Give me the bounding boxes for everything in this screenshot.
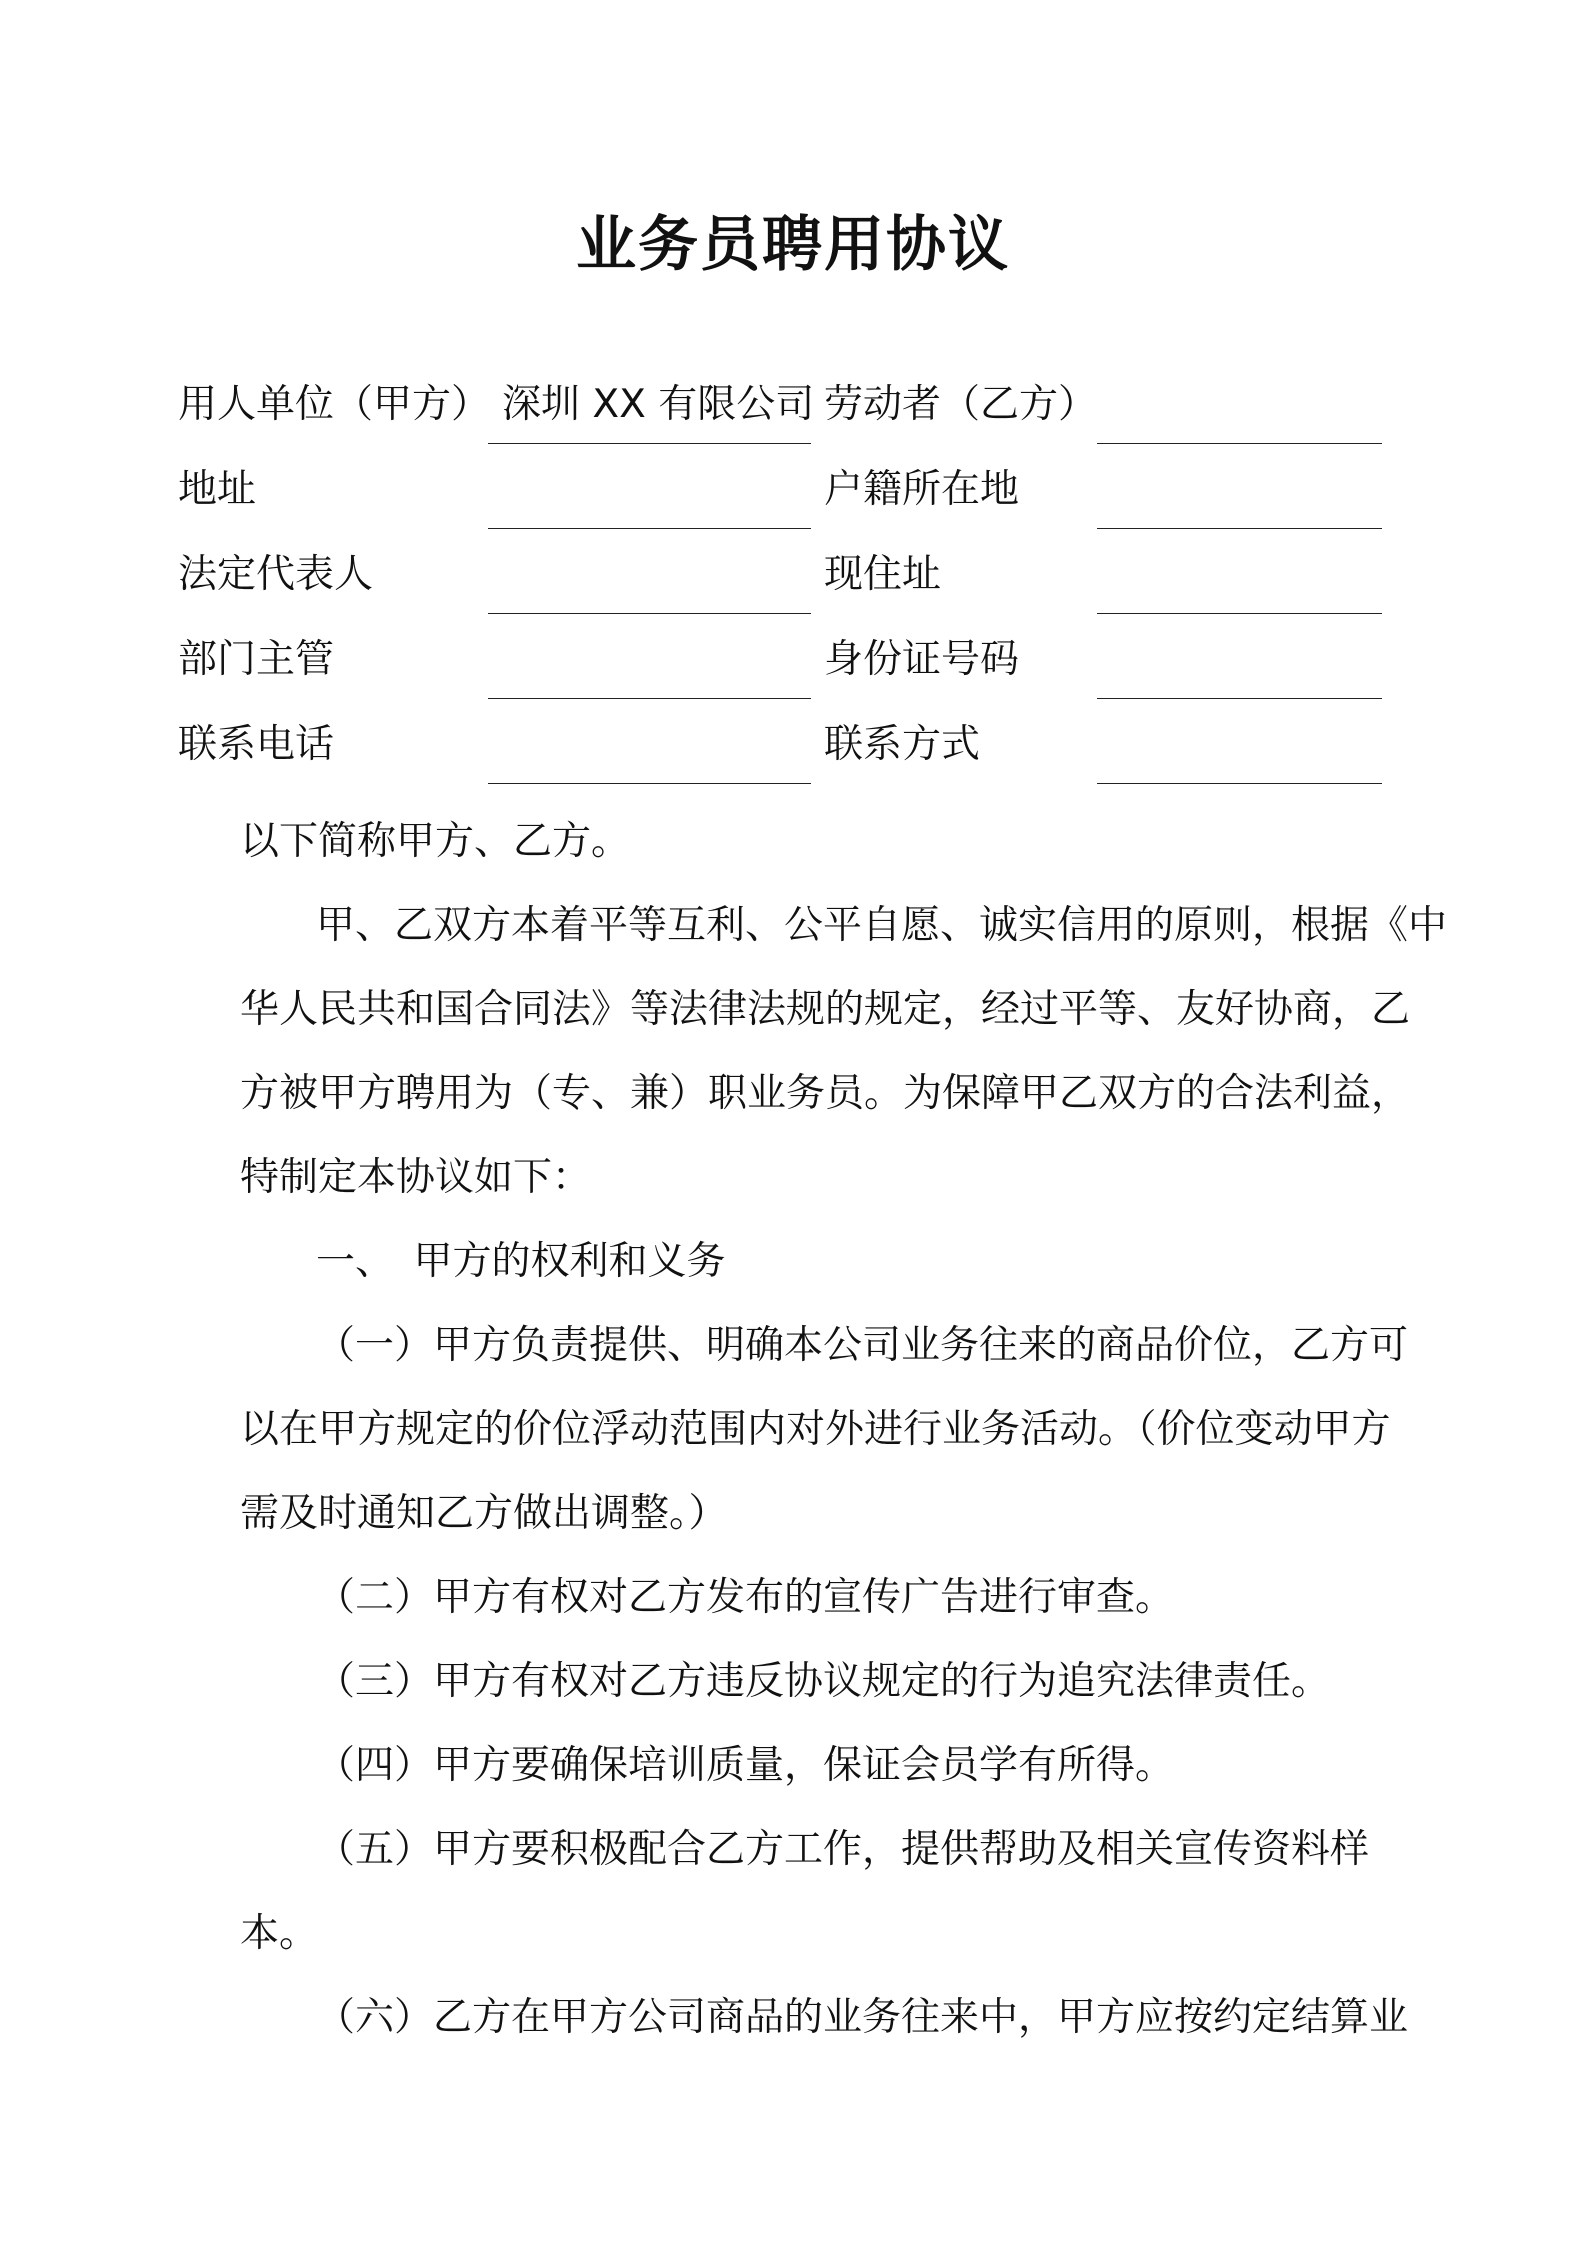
paragraph-line: 甲、乙双方本着平等互利、公平自愿、诚实信用的原则，根据《中 (316, 903, 1448, 948)
field-label: 法定代表人 (178, 552, 374, 597)
field-label: 劳动者（乙方） (824, 382, 1098, 427)
paragraph-line: 方被甲方聘用为（专、兼）职业务员。为保障甲乙双方的合法利益， (240, 1071, 1411, 1116)
paragraph-line: 特制定本协议如下： (240, 1155, 592, 1200)
section-heading: 一、 甲方的权利和义务 (316, 1239, 726, 1284)
paragraph-line: （六）乙方在甲方公司商品的业务往来中，甲方应按约定结算业 (316, 1995, 1409, 2040)
info-row (178, 450, 1384, 535)
info-row (178, 535, 1384, 620)
paragraph-line: 以下简称甲方、乙方。 (240, 819, 631, 864)
fill-in-line (488, 613, 811, 614)
paragraph-line: （五）甲方要积极配合乙方工作，提供帮助及相关宣传资料样 (316, 1827, 1370, 1872)
field-label: 用人单位（甲方） (178, 382, 491, 427)
paragraph-line: 华人民共和国合同法》等法律法规的规定，经过平等、友好协商，乙 (240, 987, 1411, 1032)
fill-in-line (1097, 443, 1382, 444)
fill-in-line (1097, 528, 1382, 529)
paragraph-line: （二）甲方有权对乙方发布的宣传广告进行审查。 (316, 1575, 1175, 1620)
fill-in-line (488, 528, 811, 529)
agreement-body (240, 800, 1448, 2060)
paragraph-line: 需及时通知乙方做出调整。） (240, 1491, 728, 1536)
info-row (178, 365, 1384, 450)
field-value: 深圳 XX 有限公司 (502, 382, 815, 427)
fill-in-line (1097, 698, 1382, 699)
paragraph-line: （四）甲方要确保培训质量，保证会员学有所得。 (316, 1743, 1175, 1788)
fill-in-line (488, 698, 811, 699)
fill-in-line (488, 443, 811, 444)
field-label: 户籍所在地 (824, 467, 1020, 512)
field-label: 现住址 (824, 552, 942, 597)
field-label: 身份证号码 (824, 637, 1020, 682)
fill-in-line (1097, 613, 1382, 614)
info-row (178, 705, 1384, 790)
fill-in-line (1097, 783, 1382, 784)
field-label: 地址 (178, 467, 257, 512)
info-row (178, 620, 1384, 705)
document-title: 业务员聘用协议 (576, 210, 1010, 280)
fill-in-line (488, 783, 811, 784)
field-label: 联系电话 (178, 722, 335, 767)
paragraph-line: 本。 (240, 1911, 319, 1956)
paragraph-line: （三）甲方有权对乙方违反协议规定的行为追究法律责任。 (316, 1659, 1331, 1704)
party-info-table (178, 365, 1384, 790)
field-label: 联系方式 (824, 722, 981, 767)
field-label: 部门主管 (178, 637, 335, 682)
paragraph-line: 以在甲方规定的价位浮动范围内对外进行业务活动。（价位变动甲方 (240, 1407, 1391, 1452)
paragraph-line: （一）甲方负责提供、明确本公司业务往来的商品价位，乙方可 (316, 1323, 1409, 1368)
